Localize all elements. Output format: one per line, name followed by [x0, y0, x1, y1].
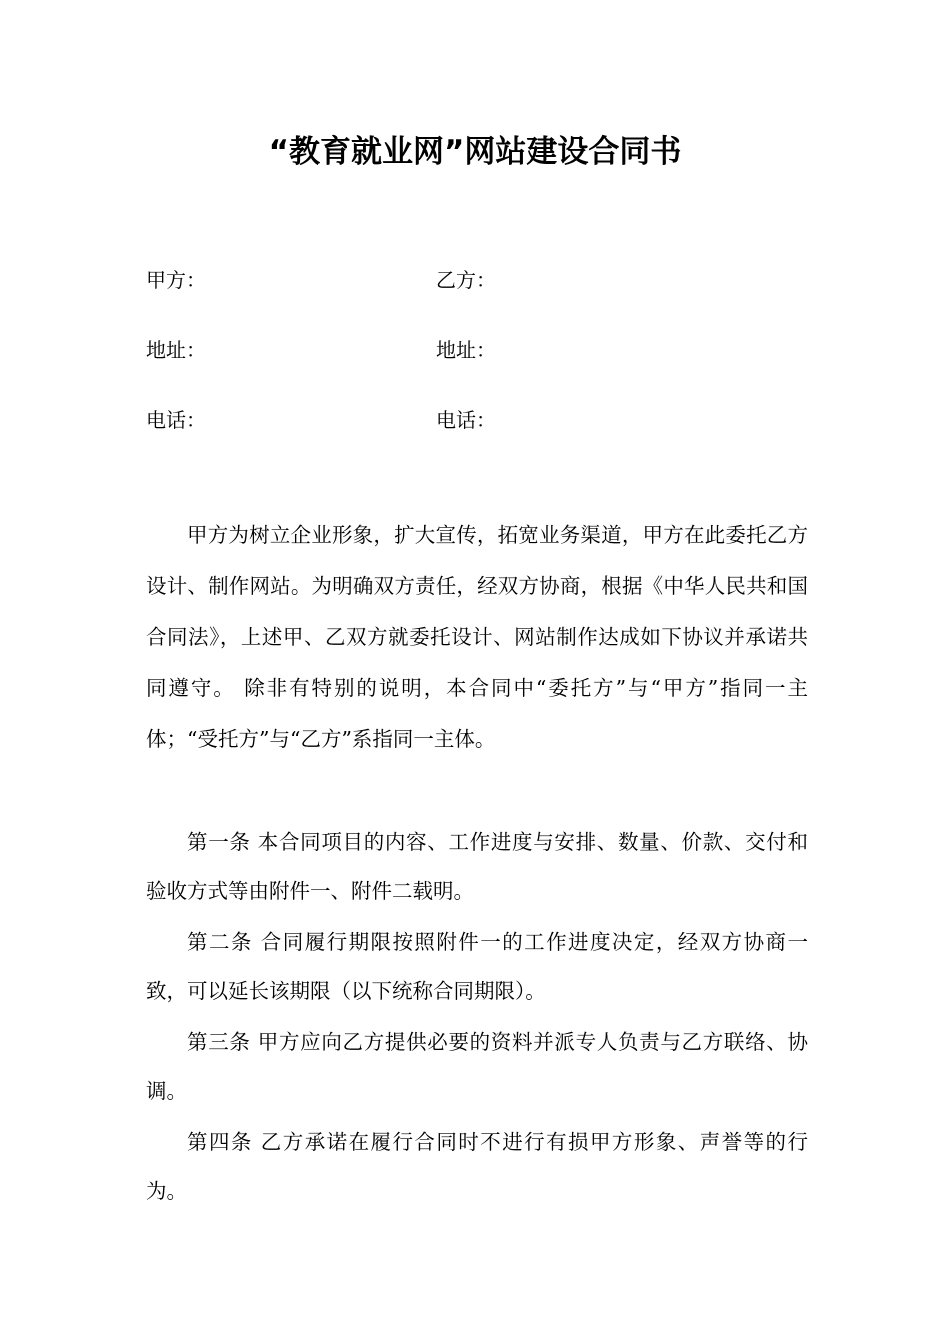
- party-a-phone-label: 电话：: [146, 408, 206, 432]
- article-3: 第三条 甲方应向乙方提供必要的资料并派专人负责与乙方联络、协调。: [146, 1030, 808, 1103]
- party-b-label: 乙方：: [436, 268, 496, 292]
- document-title: “教育就业网”网站建设合同书: [268, 134, 682, 170]
- party-b-phone-label: 电话：: [436, 408, 496, 432]
- article-2: 第二条 合同履行期限按照附件一的工作进度决定，经双方协商一致，可以延长该期限（以下统称合同期限）。: [146, 930, 808, 1003]
- article-1: 第一条 本合同项目的内容、工作进度与安排、数量、价款、交付和验收方式等由附件一、附件二载明。: [146, 830, 808, 903]
- party-b-address-label: 地址：: [436, 338, 496, 362]
- party-a-address-label: 地址：: [146, 338, 206, 362]
- preamble-paragraph: 甲方为树立企业形象，扩大宣传，拓宽业务渠道，甲方在此委托乙方设计、制作网站。为明确双方责任，经双方协商，根据《中华人民共和国合同法》，上述甲、乙双方就委托设计、网站制作达成如下协议并承诺共同遵守。 除非有特别的说明，本合同中“委托方”与“甲方”指同一主体；“受托方”与“乙方”系指同一主体。: [146, 523, 808, 751]
- article-4: 第四条 乙方承诺在履行合同时不进行有损甲方形象、声誉等的行为。: [146, 1130, 808, 1203]
- party-a-label: 甲方：: [146, 268, 206, 292]
